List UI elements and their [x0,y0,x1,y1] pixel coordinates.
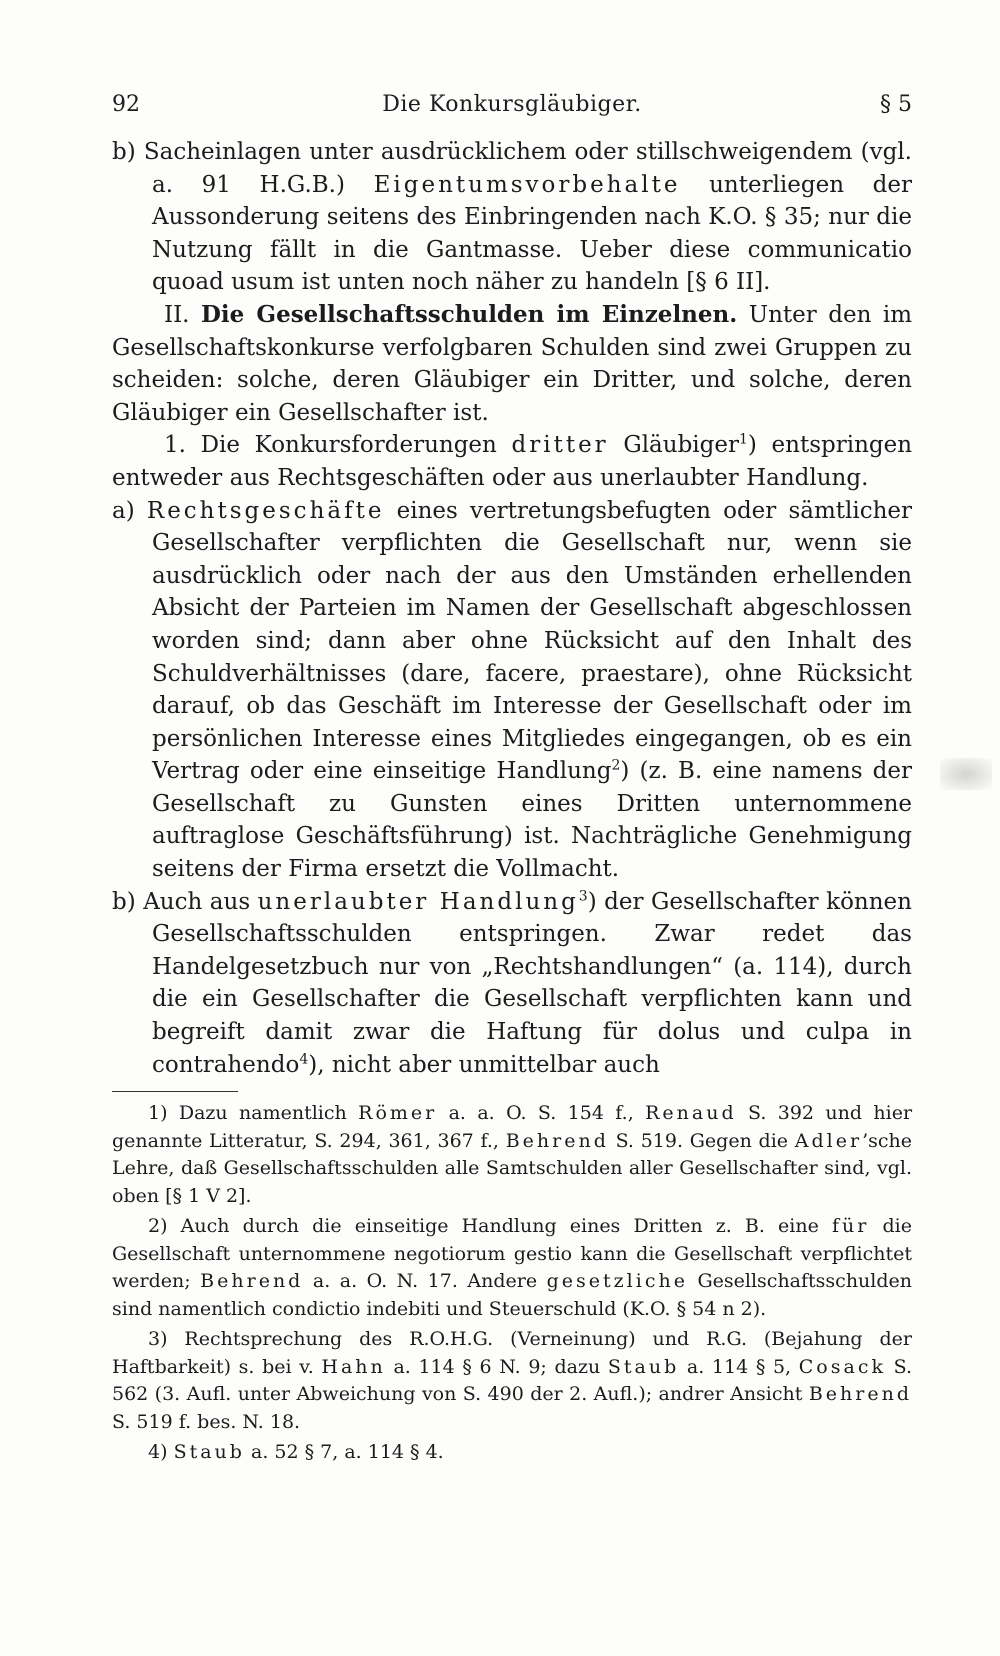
emphasis-spaced: dritter [511,432,609,459]
running-header [112,92,912,122]
footnote-ref: 1 [739,431,748,448]
body-text [112,136,912,1081]
paragraph-b-sacheinlagen: b) Sacheinlagen unter ausdrücklichem oder stillschweigendem (vgl. a. 91 H.G.B.) Eigentumsvorbehalte unterliegen der Aussonderung seitens des Einbringenden nach K.O. § 35; nur die Nutzung fällt in die Gantmasse. Ueber diese communicatio quoad usum ist unten noch näher zu handeln [§ 6 II]. [112,139,912,296]
footnote-4: 4) Staub a. 52 § 7, a. 114 § 4. [148,1441,444,1464]
footnote-2: 2) Auch durch die einseitige Handlung eines Dritten z. B. eine für die Gesellschaft unternommene negotiorum gestio kann die Gesellschaft verpflichtet werden; Behrend a. a. O. N. 17. Andere gesetzliche Gesellschaftsschulden sind namentlich condictio indebiti und Steuerschuld (K.O. § 54 n 2). [112,1215,913,1320]
paragraph-a-rechtsgeschaefte: a) Rechtsgeschäfte eines vertretungsbefugten oder sämtlicher Gesellschafter verpflichten die Gesellschaft nur, wenn sie ausdrücklich oder nach der aus den Umständen erhellenden Absicht der Parteien im Namen der Gesellschaft abgeschlossen worden sind; dann aber ohne Rücksicht auf den Inhalt des Schuldverhältnisses (dare, facere, praestare), ohne Rücksicht darauf, ob das Geschäft im Interesse der Gesellschaft oder im persönlichen Interesse eines Mitgliedes eingegangen, ob es ein Vertrag oder eine einseitige Handlung$^2$) (z. B. eine namens der Gesellschaft zu Gunsten eines Dritten unternommene auftraglose Geschäftsführung) ist. Nachträgliche Genehmigung seitens der Firma ersetzt die Vollmacht. [112,497,913,883]
footnote-ref: 3 [578,888,588,904]
emphasis-spaced: Rechtsgeschäfte [146,497,385,524]
section-heading: Die Gesellschaftsschulden im Einzelnen. [200,300,738,328]
section-marker: § 5 [880,92,912,117]
book-page [112,92,912,1470]
page-number: 92 [112,92,140,117]
running-title: Die Konkursgläubiger. [382,92,642,117]
footnotes [112,1100,912,1467]
emphasis-spaced: unerlaubter Handlung [257,888,579,915]
item-label: b) [112,888,136,915]
scan-smudge [940,758,992,790]
footnote-1: 1) Dazu namentlich Römer a. a. O. S. 154 f., Renaud S. 392 und hier genannte Litteratur, S. 294, 361, 367 f., Behrend S. 519. Gegen die Adler’sche Lehre, daß Gesellschaftsschulden alle Samtschulden aller Gesellschafter sind, vgl. oben [§ 1 V 2]. [112,1102,913,1207]
paragraph-b-unerlaubte-handlung: b) Auch aus unerlaubter Handlung$^3$) der Gesellschafter können Gesellschaftsschulden entspringen. Zwar redet das Handelgesetzbuch nur von „Rechtshandlungen“ (a. 114), durch die ein Gesellschafter die Gesellschaft verpflichten kann und begreift damit zwar die Haftung für dolus und culpa in contrahendo$^4$), nicht aber unmittelbar auch [112,888,912,1078]
section-number: II. [164,301,190,328]
footnote-divider [112,1091,238,1092]
footnote-3: 3) Rechtsprechung des R.O.H.G. (Verneinung) und R.G. (Bejahung der Haftbarkeit) s. bei v. Hahn a. 114 § 6 N. 9; dazu Staub a. 114 § 5, Cosack S. 562 (3. Aufl. unter Abweichung von S. 490 der 2. Aufl.); andrer Ansicht Behrend S. 519 f. bes. N. 18. [112,1328,913,1433]
footnote-ref: 2 [611,757,621,774]
section-ii-paragraph: II. Die Gesellschaftsschulden im Einzelnen. Unter den im Gesellschaftskonkurse verfolgbaren Schulden sind zwei Gruppen zu scheiden: solche, deren Gläubiger ein Dritter, und solche, deren Gläubiger ein Gesellschafter ist. [112,300,913,426]
emphasis-spaced: Eigentumsvorbehalte [373,171,681,198]
item-label: a) [112,497,135,524]
footnote-ref: 4 [299,1050,309,1067]
paragraph-1: 1. Die Konkursforderungen dritter Gläubiger$^1$) entspringen entweder aus Rechtsgeschäften oder aus unerlaubter Handlung. [112,431,913,491]
item-label: b) [112,139,136,165]
item-number: 1. [164,432,186,459]
